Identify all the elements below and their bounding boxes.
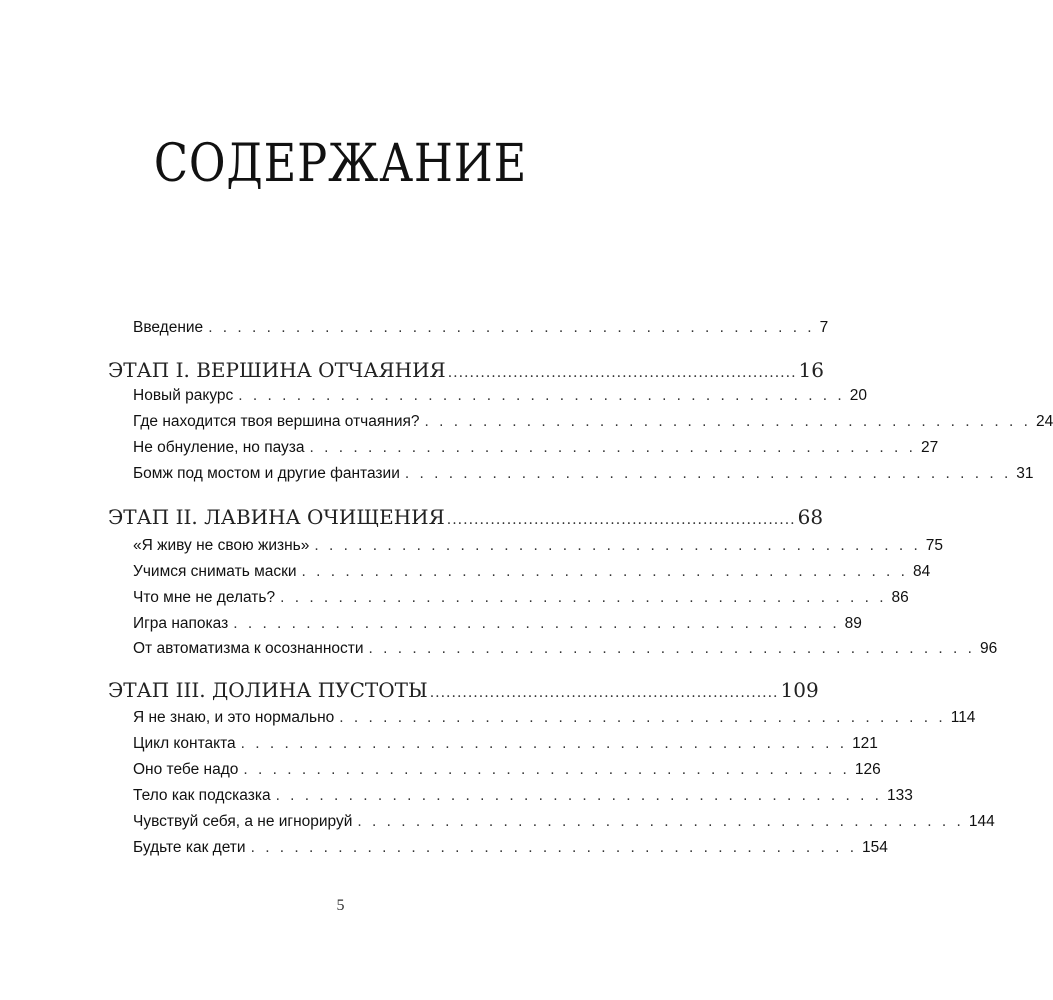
toc-entry-page: 75 xyxy=(925,537,944,554)
toc-entry-label: Я не знаю, и это нормально xyxy=(133,709,335,726)
dot-leader: . . . . . . . . . . . . . . . . . . . . . . . . . . . . . . . . . . . . . . . . . . xyxy=(280,589,887,606)
toc-entry-label: Оно тебе надо xyxy=(133,761,239,778)
dot-leader: . . . . . . . . . . . . . . . . . . . . . . . . . . . . . . . . . . . . . . . . . . xyxy=(301,563,908,580)
page-title: СОДЕРЖАНИЕ xyxy=(153,134,528,194)
dot-leader: . . . . . . . . . . . . . . . . . . . . . . . . . . . . . . . . . . . . . . . . . . xyxy=(357,813,964,830)
toc-entry-page: 86 xyxy=(891,589,909,606)
dot-leader: . . . . . . . . . . . . . . . . . . . . . . . . . . . . . . . . . . . . . . . . . . xyxy=(404,465,1012,482)
toc-entry-label: Новый ракурс xyxy=(133,387,234,404)
toc-entry[interactable] xyxy=(133,561,931,583)
dot-leader: . . . . . . . . . . . . . . . . . . . . . . . . . . . . . . . . . . . . . . . . . . xyxy=(250,839,858,856)
toc-entry-label: «Я живу не свою жизнь» xyxy=(133,537,310,554)
toc-entry[interactable] xyxy=(133,587,909,609)
toc-part-1[interactable] xyxy=(108,357,824,383)
toc-entry-page: 144 xyxy=(968,813,995,830)
toc-part-page: 109 xyxy=(780,678,819,702)
toc-entry-page: 27 xyxy=(920,439,939,456)
toc-entry[interactable] xyxy=(133,535,944,557)
toc-entry[interactable] xyxy=(133,811,995,833)
toc-entry-label: Игра напоказ xyxy=(133,615,229,632)
toc-entry-label: Введение xyxy=(133,319,204,336)
toc-entry[interactable] xyxy=(133,785,913,807)
toc-entry[interactable] xyxy=(133,707,976,729)
dot-leader: . . . . . . . . . . . . . . . . . . . . . . . . . . . . . . . . . . . . . . . . . . xyxy=(309,439,916,456)
toc-entry-page: 154 xyxy=(862,839,888,856)
toc-part-page: 16 xyxy=(798,358,824,382)
toc-entry-label: Будьте как дети xyxy=(133,839,246,856)
toc-entry-page: 133 xyxy=(887,787,913,804)
toc-part-label: ЭТАП III. ДОЛИНА ПУСТОТЫ xyxy=(108,678,428,702)
dot-leader: . . . . . . . . . . . . . . . . . . . . . . . . . . . . . . . . . . . . . . . . . . xyxy=(275,787,882,804)
dot-leader: . . . . . . . . . . . . . . . . . . . . . . . . . . . . . . . . . . . . . . . . . . xyxy=(339,709,946,726)
dot-leader: . . . . . . . . . . . . . . . . . . . . . . . . . . . . . . . . . . . . . . . . . . xyxy=(233,615,840,632)
toc-entry-page: 121 xyxy=(852,735,878,752)
dot-leader: . . . . . . . . . . . . . . . . . . . . . . . . . . . . . . . . . . . . . . . . . . xyxy=(240,735,848,752)
toc-entry-label: Тело как подсказка xyxy=(133,787,271,804)
toc-entry[interactable] xyxy=(133,411,1053,433)
toc-entry-label: Бомж под мостом и другие фантазии xyxy=(133,465,400,482)
toc-part-3[interactable] xyxy=(108,677,819,703)
dot-leader: ................................................................ xyxy=(446,512,796,528)
toc-entry-page: 126 xyxy=(854,761,881,778)
toc-entry-page: 31 xyxy=(1016,465,1034,482)
toc-entry-label: Что мне не делать? xyxy=(133,589,276,606)
dot-leader: . . . . . . . . . . . . . . . . . . . . . . . . . . . . . . . . . . . . . . . . . . xyxy=(368,640,975,657)
toc-entry[interactable] xyxy=(133,463,1034,485)
toc-entry[interactable] xyxy=(133,733,878,755)
toc-entry-label: Где находится твоя вершина отчаяния? xyxy=(133,413,420,430)
dot-leader: . . . . . . . . . . . . . . . . . . . . . . . . . . . . . . . . . . . . . . . . . . xyxy=(208,319,815,336)
toc-entry-label: Не обнуление, но пауза xyxy=(133,439,305,456)
toc-entry-label: От автоматизма к осознанности xyxy=(133,640,364,657)
dot-leader: . . . . . . . . . . . . . . . . . . . . . . . . . . . . . . . . . . . . . . . . . . xyxy=(424,413,1031,430)
toc-entry-label: Учимся снимать маски xyxy=(133,563,297,580)
toc-entry[interactable] xyxy=(133,759,881,781)
toc-entry-page: 96 xyxy=(979,640,998,657)
toc-entry-label: Чувствуй себя, а не игнорируй xyxy=(133,813,353,830)
dot-leader: . . . . . . . . . . . . . . . . . . . . . . . . . . . . . . . . . . . . . . . . . . xyxy=(314,537,921,554)
toc-part-2[interactable] xyxy=(108,504,824,530)
dot-leader: . . . . . . . . . . . . . . . . . . . . . . . . . . . . . . . . . . . . . . . . . . xyxy=(238,387,845,404)
dot-leader: ................................................................ xyxy=(429,685,779,701)
toc-part-label: ЭТАП II. ЛАВИНА ОЧИЩЕНИЯ xyxy=(108,505,445,529)
toc-entry-page: 7 xyxy=(819,319,829,336)
toc-entry-label: Цикл контакта xyxy=(133,735,236,752)
toc-entry-page: 84 xyxy=(912,563,931,580)
toc-entry[interactable] xyxy=(133,385,867,407)
toc-entry[interactable] xyxy=(133,437,939,459)
dot-leader: ................................................................ xyxy=(447,365,797,381)
dot-leader: . . . . . . . . . . . . . . . . . . . . . . . . . . . . . . . . . . . . . . . . . . xyxy=(243,761,850,778)
toc-entry[interactable] xyxy=(133,837,888,859)
toc-entry-intro[interactable] xyxy=(133,317,829,339)
toc-part-page: 68 xyxy=(797,505,824,529)
toc-entry-page: 24 xyxy=(1035,413,1053,430)
toc-entry[interactable] xyxy=(133,638,998,660)
toc-part-label: ЭТАП I. ВЕРШИНА ОТЧАЯНИЯ xyxy=(108,358,446,382)
toc-entry-page: 89 xyxy=(844,615,862,632)
toc-entry[interactable] xyxy=(133,613,862,635)
page-number: 5 xyxy=(336,897,345,914)
toc-entry-page: 20 xyxy=(849,387,867,404)
toc-entry-page: 114 xyxy=(950,709,976,726)
